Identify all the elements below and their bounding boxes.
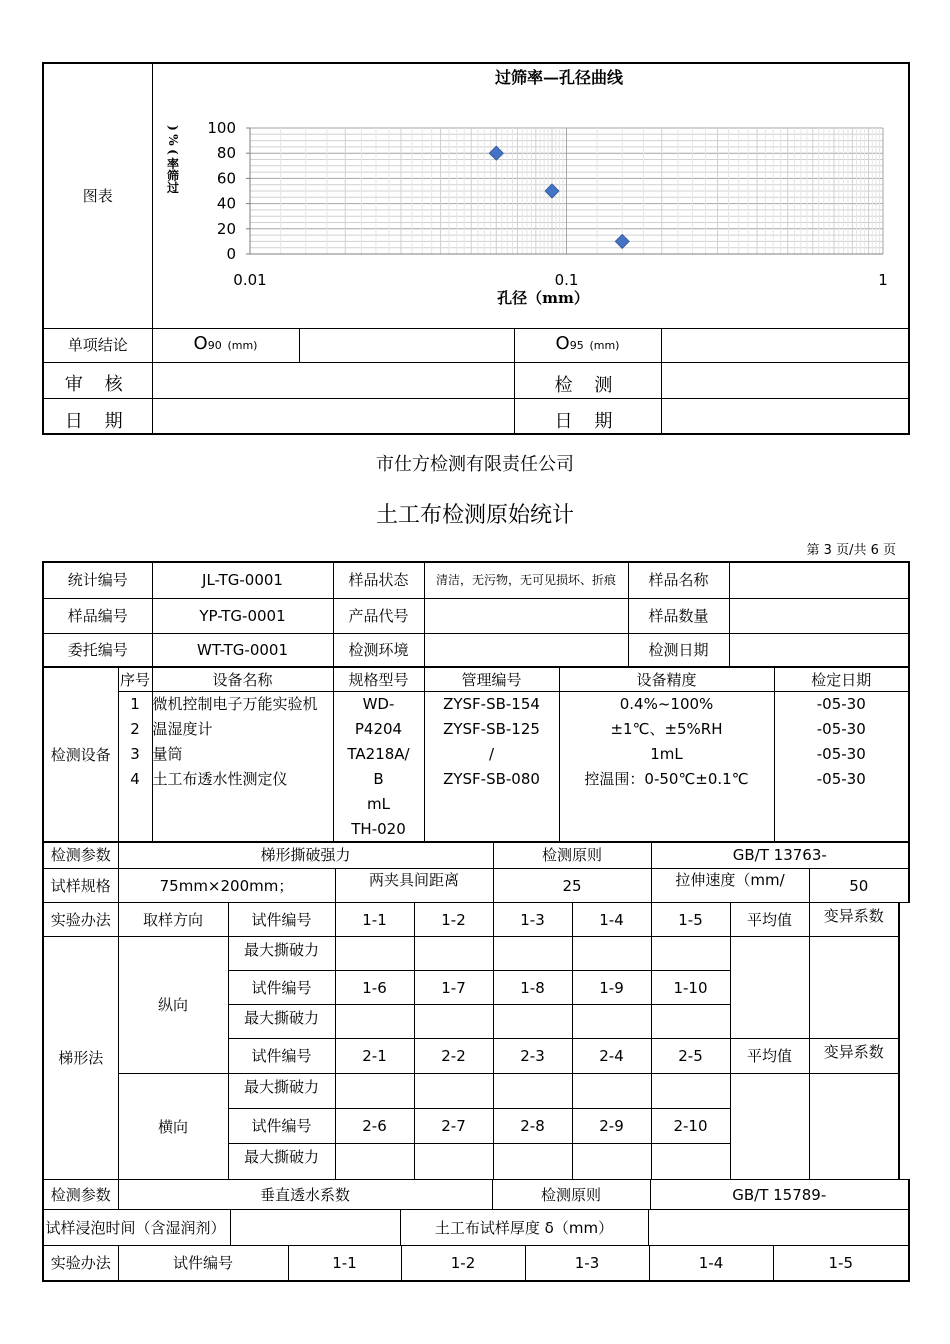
perm-param-label: 检测参数 [43, 1180, 118, 1210]
product-code-value[interactable] [424, 598, 628, 633]
specimen-label: 试件编号 [228, 1039, 335, 1074]
header-seq: 序号 [118, 668, 152, 692]
sample-qty-label: 样品数量 [628, 598, 729, 633]
calib-column [774, 692, 909, 843]
test-date-value[interactable] [729, 633, 909, 667]
y-axis-label-char: 率 [166, 157, 179, 171]
review-label: 审 核 [43, 362, 152, 398]
force-cell[interactable] [335, 937, 414, 971]
sample-name-label: 样品名称 [628, 562, 729, 598]
cv-value[interactable] [809, 1074, 899, 1180]
specimen-no: 1-9 [572, 971, 651, 1005]
equipment-name: 温湿度计 [152, 720, 213, 738]
stat-no-value: JL-TG-0001 [152, 562, 333, 598]
model-line: WD- [362, 695, 395, 713]
specimen-no: 2-5 [651, 1039, 730, 1074]
perm-method-label: 实验办法 [43, 1246, 118, 1281]
model-line: TH-020 [351, 820, 406, 838]
specimen-no: 1-1 [335, 903, 414, 937]
specimen-no: 2-4 [572, 1039, 651, 1074]
seq-item: 1 [130, 695, 140, 713]
spec-value: 75mm×200mm； [118, 869, 335, 903]
env-label: 检测环境 [333, 633, 424, 667]
model-line: B [373, 770, 384, 788]
thickness-label: 土工布试样厚度 δ（mm） [400, 1210, 648, 1246]
perm-param-value: 垂直透水系数 [118, 1180, 492, 1210]
data-point [489, 146, 503, 160]
force-cell[interactable] [651, 1144, 730, 1180]
perm-specimen-no: 1-4 [649, 1246, 773, 1281]
sample-qty-value[interactable] [729, 598, 909, 633]
sample-name-value[interactable] [729, 562, 909, 598]
force-cell[interactable] [651, 1074, 730, 1109]
stat-no-label: 统计编号 [43, 562, 152, 598]
sample-state-value: 清洁，无污物，无可见损坏、折痕 [424, 562, 628, 598]
sample-no-label: 样品编号 [43, 598, 152, 633]
y-axis-label-char: ( [165, 149, 180, 155]
force-cell[interactable] [572, 1074, 651, 1109]
data-point [615, 234, 629, 248]
company-name: 市仕方检测有限责任公司 [376, 454, 574, 475]
equipment-label: 检测设备 [43, 668, 118, 843]
y-axis-label-char: % [165, 134, 180, 146]
conclusion-label: 单项结论 [43, 328, 152, 362]
header-precision: 设备精度 [559, 668, 774, 692]
specimen-label: 试件编号 [228, 971, 335, 1005]
calib-date: -05-30 [816, 770, 866, 788]
perm-specimen-no: 1-5 [773, 1246, 909, 1281]
date-value-left[interactable] [152, 398, 514, 434]
clamp-value: 25 [493, 869, 651, 903]
force-cell[interactable] [414, 1005, 493, 1039]
force-cell[interactable] [493, 1005, 572, 1039]
perm-param-table [42, 1179, 910, 1210]
perm-specimen-no: 1-1 [288, 1246, 401, 1281]
specimen-no: 1-5 [651, 903, 730, 937]
name-column [152, 692, 333, 843]
chart-cell [152, 63, 909, 328]
avg-label: 平均值 [730, 903, 809, 937]
data-point [545, 184, 559, 198]
test-date-label: 检测日期 [628, 633, 729, 667]
force-cell[interactable] [414, 937, 493, 971]
perm-specimen-label: 试件编号 [118, 1246, 288, 1281]
o95-value[interactable] [661, 328, 909, 362]
force-cell[interactable] [572, 1144, 651, 1180]
force-cell[interactable] [493, 1144, 572, 1180]
precision: 0.4%~100% [619, 695, 714, 713]
force-cell[interactable] [572, 937, 651, 971]
equipment-name: 土工布透水性测定仪 [152, 770, 288, 788]
mgmt-no: ZYSF-SB-125 [443, 720, 540, 738]
page-info: 第 3 页/共 6 页 [806, 543, 896, 558]
sample-no-value: YP-TG-0001 [152, 598, 333, 633]
direction-label: 取样方向 [118, 903, 228, 937]
document-title: 土工布检测原始统计 [375, 503, 574, 528]
specimen-no: 2-3 [493, 1039, 572, 1074]
cv-value[interactable] [809, 937, 899, 1039]
tear-param-value: 梯形撕破强力 [118, 842, 493, 869]
chart-table [42, 62, 910, 435]
seq-column [118, 692, 152, 843]
perm-principle-value: GB/T 15789- [650, 1180, 909, 1210]
cv-label: 变异系数 [809, 1039, 899, 1074]
specimen-no: 1-7 [414, 971, 493, 1005]
longitudinal-label: 纵向 [118, 937, 228, 1074]
y-axis-label-char: 过 [166, 181, 179, 195]
header-mgmt: 管理编号 [424, 668, 559, 692]
model-line: TA218A/ [347, 745, 410, 763]
method-label: 实验办法 [43, 903, 118, 937]
perm-soak-table [42, 1209, 910, 1246]
precision: ±1℃、±5%RH [610, 720, 723, 738]
precision: 1mL [650, 745, 683, 763]
speed-value: 50 [809, 869, 909, 903]
header-name: 设备名称 [152, 668, 333, 692]
model-line: P4204 [354, 720, 403, 738]
inspect-value[interactable] [661, 362, 909, 398]
cv-label: 变异系数 [809, 903, 899, 937]
specimen-no: 2-8 [493, 1109, 572, 1144]
thickness-value[interactable] [648, 1210, 909, 1246]
precision-column [559, 692, 774, 843]
avg-label: 平均值 [730, 1039, 809, 1074]
product-code-label: 产品代号 [333, 598, 424, 633]
specimen-no: 1-2 [414, 903, 493, 937]
seq-item: 2 [130, 720, 140, 738]
mgmt-column [424, 692, 559, 843]
chart-row-label: 图表 [43, 63, 152, 328]
x-tick-label: 0.01 [232, 271, 267, 289]
perm-specimen-no: 1-3 [525, 1246, 649, 1281]
speed-label: 拉伸速度（mm/ [651, 869, 809, 903]
force-cell[interactable] [493, 937, 572, 971]
sample-state-label: 样品状态 [333, 562, 424, 598]
specimen-no: 1-10 [651, 971, 730, 1005]
y-tick-label: 40 [216, 194, 236, 213]
y-tick-label: 100 [206, 119, 236, 137]
specimen-label: 试件编号 [228, 1109, 335, 1144]
date-label-right: 日 期 [514, 398, 661, 434]
specimen-no: 1-4 [572, 903, 651, 937]
equipment-name: 量筒 [152, 745, 183, 763]
method-name: 梯形法 [43, 937, 118, 1180]
specimen-no: 2-7 [414, 1109, 493, 1144]
specimen-no: 2-2 [414, 1039, 493, 1074]
seq-item: 4 [130, 770, 140, 788]
soak-label: 试样浸泡时间（含湿润剂） [43, 1210, 230, 1246]
info-table [42, 561, 910, 668]
chart-x-label: 孔径（mm） [496, 289, 589, 307]
precision: 控温围：0-50℃±0.1℃ [584, 770, 749, 788]
avg-value[interactable] [730, 1074, 809, 1180]
force-cell[interactable] [651, 937, 730, 971]
tear-param-label: 检测参数 [43, 842, 118, 869]
calib-date: -05-30 [816, 695, 866, 713]
transverse-label: 横向 [118, 1074, 228, 1180]
tear-principle-value: GB/T 13763- [651, 842, 909, 869]
review-value[interactable] [152, 362, 514, 398]
mgmt-no: / [488, 745, 495, 763]
spec-label: 试样规格 [43, 869, 118, 903]
seq-item: 3 [130, 745, 140, 763]
equipment-table [42, 667, 910, 843]
specimen-no: 2-9 [572, 1109, 651, 1144]
specimen-no: 1-3 [493, 903, 572, 937]
specimen-label: 试件编号 [228, 903, 335, 937]
force-cell[interactable] [572, 1005, 651, 1039]
date-value-right[interactable] [661, 398, 909, 434]
y-axis-label-char: 筛 [166, 169, 179, 183]
tear-principle-label: 检测原则 [493, 842, 651, 869]
specimen-no: 2-10 [651, 1109, 730, 1144]
header-calib: 检定日期 [774, 668, 909, 692]
avg-value[interactable] [730, 937, 809, 1039]
specimen-no: 1-8 [493, 971, 572, 1005]
soak-value[interactable] [230, 1210, 400, 1246]
clamp-label: 两夹具间距离 [335, 869, 493, 903]
tear-param-table [42, 841, 910, 903]
force-cell[interactable] [335, 1005, 414, 1039]
entrust-no-value: WT-TG-0001 [152, 633, 333, 667]
perm-specimen-table [42, 1245, 910, 1282]
o90-value[interactable] [299, 328, 514, 362]
y-tick-label: 60 [216, 169, 236, 188]
env-value[interactable] [424, 633, 628, 667]
force-cell[interactable] [414, 1144, 493, 1180]
specimen-no: 2-6 [335, 1109, 414, 1144]
specimen-no: 2-1 [335, 1039, 414, 1074]
max-force-label: 最大撕破力 [228, 1005, 335, 1039]
model-column [333, 692, 424, 843]
equipment-name: 微机控制电子万能实验机 [152, 695, 318, 713]
model-line: mL [367, 795, 390, 813]
y-tick-label: 80 [216, 144, 236, 163]
max-force-label: 最大撕破力 [228, 1074, 335, 1109]
entrust-no-label: 委托编号 [43, 633, 152, 667]
y-tick-label: 0 [225, 245, 236, 263]
date-label-left: 日 期 [43, 398, 152, 434]
chart-title: 过筛率—孔径曲线 [494, 68, 623, 87]
header-model: 规格型号 [333, 668, 424, 692]
specimen-no: 1-6 [335, 971, 414, 1005]
y-tick-label: 20 [216, 219, 236, 238]
force-cell[interactable] [414, 1074, 493, 1109]
calib-date: -05-30 [816, 745, 866, 763]
o90-label: O90 (mm) [152, 328, 299, 362]
inspect-label: 检 测 [514, 362, 661, 398]
sieve-chart [153, 64, 909, 328]
max-force-label: 最大撕破力 [228, 937, 335, 971]
mgmt-no: ZYSF-SB-080 [443, 770, 540, 788]
tear-data-table [42, 902, 900, 1180]
max-force-label: 最大撕破力 [228, 1144, 335, 1180]
y-axis-label-char: ) [165, 125, 180, 131]
x-tick-label: 1 [877, 271, 888, 289]
force-cell[interactable] [335, 1144, 414, 1180]
o95-label: O95 (mm) [514, 328, 661, 362]
force-cell[interactable] [651, 1005, 730, 1039]
perm-specimen-no: 1-2 [401, 1246, 525, 1281]
mgmt-no: ZYSF-SB-154 [443, 695, 540, 713]
x-tick-label: 0.1 [554, 271, 578, 289]
perm-principle-label: 检测原则 [492, 1180, 650, 1210]
force-cell[interactable] [335, 1074, 414, 1109]
force-cell[interactable] [493, 1074, 572, 1109]
calib-date: -05-30 [816, 720, 866, 738]
